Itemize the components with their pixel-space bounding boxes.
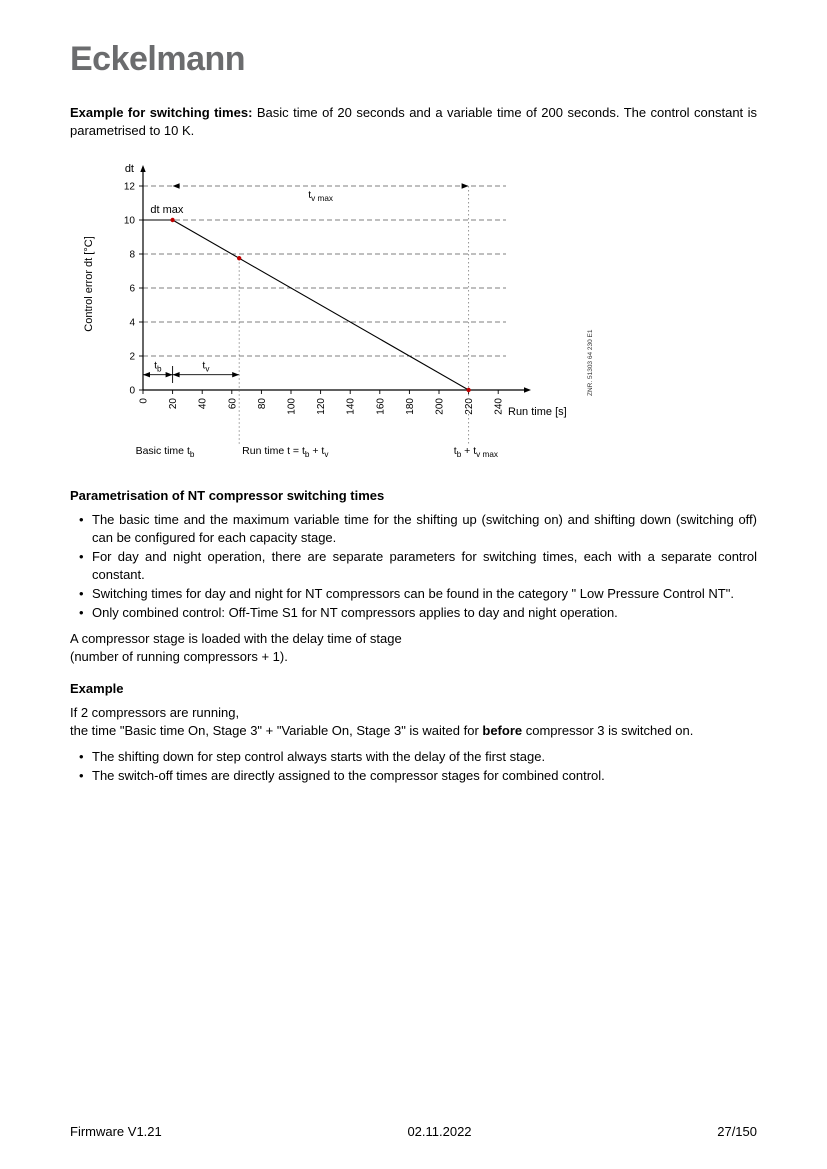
example-line2-post: compressor 3 is switched on. — [522, 723, 694, 738]
intro-lead: Example for switching times: — [70, 105, 253, 120]
x-tick-label: 0 — [138, 398, 150, 404]
x-tick-label: 180 — [404, 398, 416, 415]
example-line1: If 2 compressors are running, — [70, 705, 240, 720]
tv-label: $t_v$ — [202, 359, 210, 374]
tb-arrow-left — [143, 372, 150, 377]
example-bullet-list — [70, 748, 757, 785]
list-item: • Only combined control: Off-Time S1 for NT compressors applies to day and night operation. — [70, 604, 757, 622]
tv-arrow-left — [173, 372, 180, 377]
y-tick-label: 4 — [129, 317, 135, 329]
y-tick-label: 12 — [123, 181, 135, 193]
y-axis-arrow-label: dt — [124, 163, 134, 175]
example-line2-bold: before — [482, 723, 523, 738]
x-tick-label: 40 — [197, 398, 209, 410]
y-tick-label: 6 — [129, 283, 135, 295]
list-item: • The switch-off times are directly assigned to the compressor stages for combined control. — [70, 767, 757, 785]
intro-text: Basic time of 20 seconds and a variable time of 200 seconds. The control constant is parametrised to 10 K. — [70, 105, 757, 138]
x-tick-label: 80 — [256, 398, 268, 410]
page-content — [70, 104, 757, 793]
chart-container — [58, 150, 757, 473]
tb-arrow-right — [166, 372, 173, 377]
example-paragraph — [70, 704, 757, 740]
y-tick-label: 0 — [129, 385, 135, 397]
x-tick-label: 60 — [227, 398, 239, 410]
y-tick-label: 10 — [123, 215, 135, 227]
intro-paragraph — [70, 104, 757, 140]
parametrisation-bullet-list — [70, 511, 757, 622]
tv-arrow-right — [232, 372, 239, 377]
data-point — [466, 388, 470, 392]
y-tick-label: 8 — [129, 249, 135, 261]
below-axis-annotation: $t_b + t_{v max}$ — [453, 445, 498, 459]
y-axis-title: Control error dt [°C] — [83, 236, 95, 332]
x-tick-label: 220 — [464, 398, 476, 415]
stage-delay-line1: A compressor stage is loaded with the delay time of stage — [70, 631, 402, 646]
data-point — [170, 218, 174, 222]
stage-delay-paragraph — [70, 630, 757, 666]
page-footer — [70, 1124, 757, 1139]
y-axis-arrow — [140, 165, 145, 172]
section-heading-parametrisation: Parametrisation of NT compressor switching times — [70, 488, 385, 503]
data-point — [237, 256, 241, 260]
x-tick-label: 140 — [345, 398, 357, 415]
tv-max-arrow-right — [462, 183, 469, 188]
document-number-note: ZNR. 51303 64 230 E1 — [587, 329, 594, 396]
footer-firmware: Firmware V1.21 — [70, 1124, 162, 1139]
x-tick-label: 240 — [493, 398, 505, 415]
x-tick-label: 100 — [286, 398, 298, 415]
example-line2-pre: the time "Basic time On, Stage 3" + "Variable On, Stage 3" is waited for — [70, 723, 483, 738]
x-tick-label: 120 — [316, 398, 328, 415]
switching-times-chart — [58, 150, 698, 468]
tv-max-arrow-left — [173, 183, 180, 188]
below-axis-annotation: Basic time $t_b$ — [135, 445, 195, 459]
x-tick-label: 200 — [434, 398, 446, 415]
footer-date: 02.11.2022 — [407, 1124, 472, 1139]
x-axis-arrow — [524, 387, 531, 392]
x-axis-title: Run time [s] — [508, 406, 567, 418]
control-ramp — [173, 220, 469, 390]
list-item: • For day and night operation, there are separate parameters for switching times, each with a separate control constant. — [70, 548, 757, 584]
x-tick-label: 20 — [168, 398, 180, 410]
tv-max-label: $t_{v max}$ — [308, 189, 333, 203]
example-heading: Example — [70, 681, 124, 696]
dt-max-label: dt max — [150, 204, 184, 216]
list-item: • Switching times for day and night for NT compressors can be found in the category " Low Pressure Control NT". — [70, 585, 757, 603]
list-item: • The shifting down for step control always starts with the delay of the first stage. — [70, 748, 757, 766]
stage-delay-line2: (number of running compressors + 1). — [70, 649, 288, 664]
below-axis-annotation: Run time $t = t_b + t_v$ — [242, 445, 329, 459]
company-logo: Eckelmann — [70, 40, 246, 78]
tb-label: $t_b$ — [154, 359, 162, 374]
y-tick-label: 2 — [129, 351, 135, 363]
footer-page-number: 27/150 — [717, 1124, 757, 1139]
list-item: • The basic time and the maximum variable time for the shifting up (switching on) and shifting down (switching off) can be configured for each capacity stage. — [70, 511, 757, 547]
x-tick-label: 160 — [375, 398, 387, 415]
